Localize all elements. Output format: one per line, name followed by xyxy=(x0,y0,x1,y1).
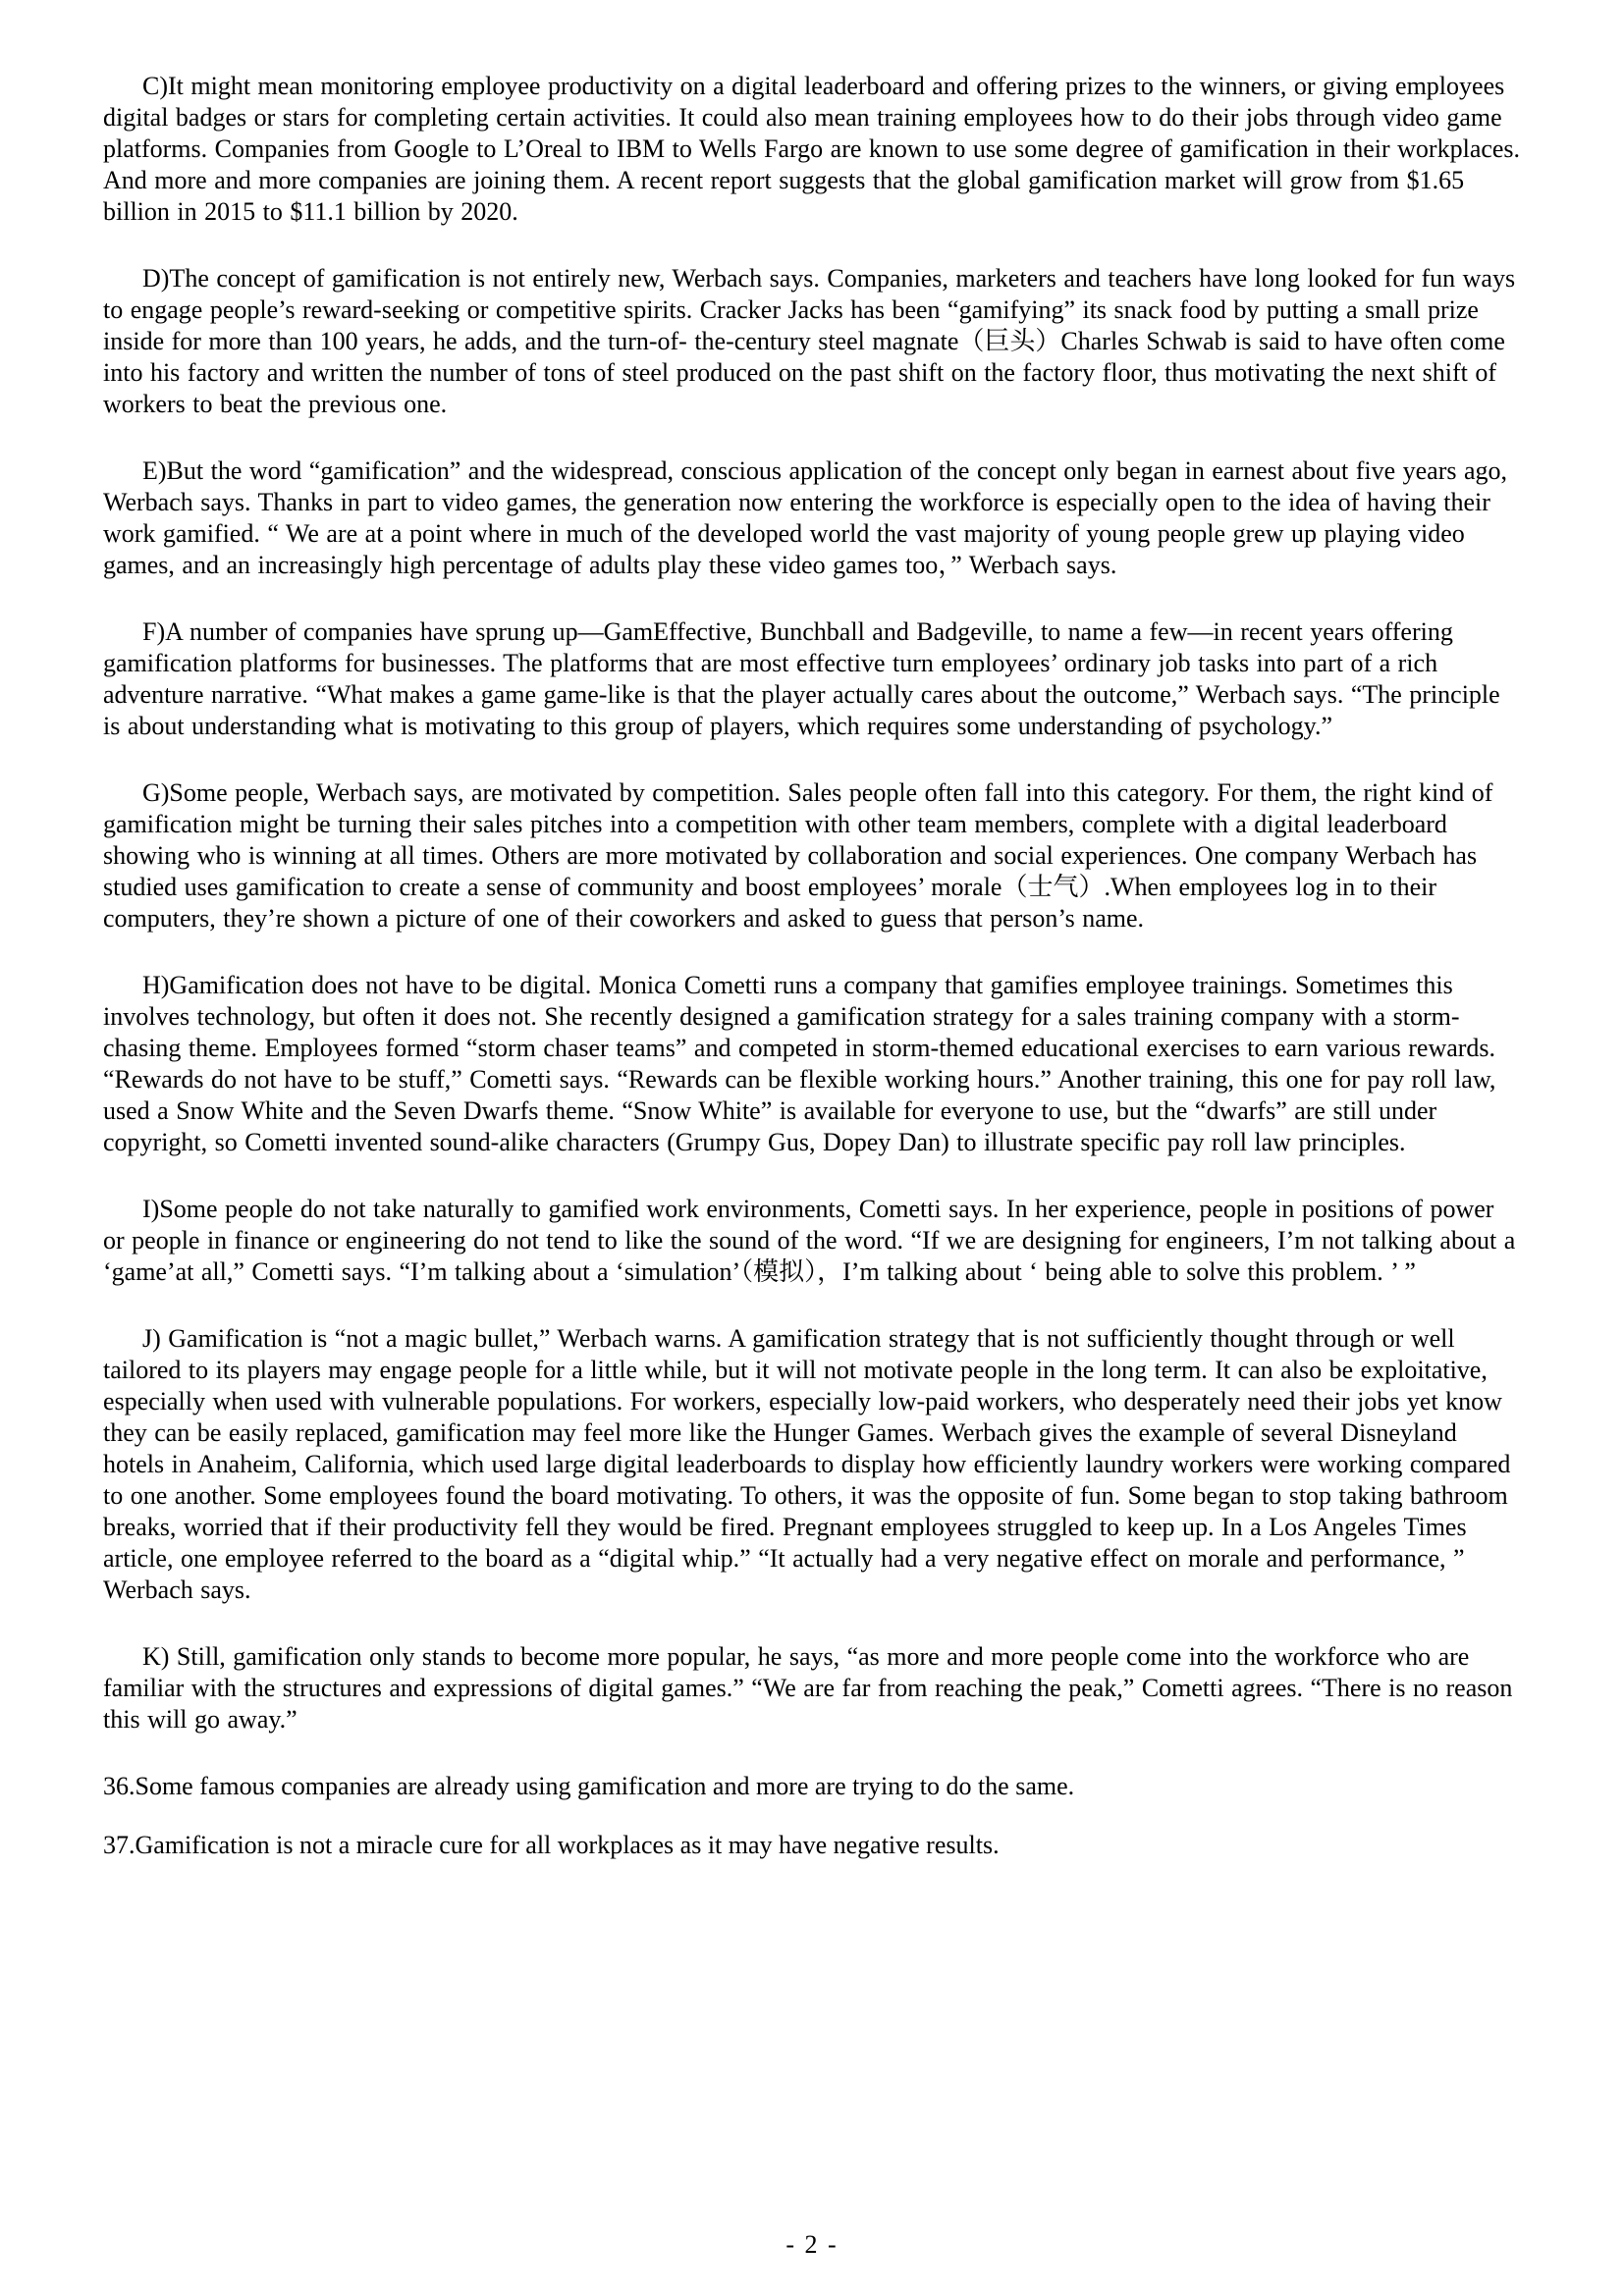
passage-paragraph-i: I)Some people do not take naturally to gamified work environments, Cometti says. In her experience, people in positions of power or people in finance or engineering do not tend to like the sound of the word. “If we are designing for engineers, I’m not talking about a ‘game’at all,” Cometti says. “I’m talking about a ‘simulation’（模拟），I’m talking about ‘ being able to solve this problem. ’ ” xyxy=(103,1195,1516,1286)
statement-36: 36.Some famous companies are already using gamification and more are trying to do the same. xyxy=(103,1772,1075,1800)
passage-paragraph-e: E)But the word “gamification” and the widespread, conscious application of the concept only began in earnest about five years ago, Werbach says. Thanks in part to video games, the generation now entering the workforce is especially open to the idea of having their work gamified. “ We are at a point where in much of the developed world the vast majority of young people grew up playing video games, and an increasingly high percentage of adults play these video games too，” Werbach says. xyxy=(103,456,1508,579)
passage-paragraph-h: H)Gamification does not have to be digital. Monica Cometti runs a company that gamifies employee trainings. Sometimes this involves technology, but often it does not. She recently designed a gamification strategy for a sales training company with a storm-chasing theme. Employees formed “storm chaser teams” and competed in storm-themed educational exercises to earn various rewards. “Rewards do not have to be stuff,” Cometti says. “Rewards can be flexible working hours.” Another training, this one for pay roll law, used a Snow White and the Seven Dwarfs theme. “Snow White” is available for everyone to use, but the “dwarfs” are still under copyright, so Cometti invented sound-alike characters (Grumpy Gus, Dopey Dan) to illustrate specific pay roll law principles. xyxy=(103,971,1496,1156)
passage-paragraph-d: D)The concept of gamification is not entirely new, Werbach says. Companies, marketers and teachers have long looked for fun ways to engage people’s reward-seeking or competitive spirits. Cracker Jacks has been “gamifying” its snack food by putting a small prize inside for more than 100 years, he adds, and the turn-of- the-century steel magnate（巨头）Charles Schwab is said to have often come into his factory and written the number of tons of steel produced on the past shift on the factory floor, thus motivating the next shift of workers to beat the previous one. xyxy=(103,264,1516,418)
passage-paragraph-g: G)Some people, Werbach says, are motivated by competition. Sales people often fall into this category. For them, the right kind of gamification might be turning their sales pitches into a competition with other team members, complete with a digital leaderboard showing who is winning at all times. Others are more motivated by collaboration and social experiences. One company Werbach has studied uses gamification to create a sense of community and boost employees’ morale（士气）.When employees log in to their computers, they’re shown a picture of one of their coworkers and asked to guess that person’s name. xyxy=(103,778,1493,933)
passage-paragraph-k: K) Still, gamification only stands to become more popular, he says, “as more and more people come into the workforce who are familiar with the structures and expressions of digital games.” “We are far from reaching the peak,” Cometti agrees. “There is no reason this will go away.” xyxy=(103,1642,1513,1734)
statement-37: 37.Gamification is not a miracle cure for all workplaces as it may have negative results. xyxy=(103,1831,1000,1859)
passage-paragraph-c: C)It might mean monitoring employee productivity on a digital leaderboard and offering prizes to the winners, or giving employees digital badges or stars for completing certain activities. It could also mean training employees how to do their jobs through video game platforms. Companies from Google to L’Oreal to IBM to Wells Fargo are known to use some degree of gamification in their workplaces. And more and more companies are joining them. A recent report suggests that the global gamification market will grow from $1.65 billion in 2015 to $11.1 billion by 2020. xyxy=(103,72,1521,226)
page-number: - 2 - xyxy=(785,2230,839,2259)
passage-paragraph-f: F)A number of companies have sprung up—GamEffective, Bunchball and Badgeville, to name a few—in recent years offering gamification platforms for businesses. The platforms that are most effective turn employees’ ordinary job tasks into part of a rich adventure narrative. “What makes a game game-like is that the player actually cares about the outcome,” Werbach says. “The principle is about understanding what is motivating to this group of players, which requires some understanding of psychology.” xyxy=(103,617,1500,740)
passage-paragraph-j: J) Gamification is “not a magic bullet,” Werbach warns. A gamification strategy that is not sufficiently thought through or well tailored to its players may engage people for a little while, but it will not motivate people in the long term. It can also be exploitative, especially when used with vulnerable populations. For workers, especially low-paid workers, who desperately need their jobs yet know they can be easily replaced, gamification may feel more like the Hunger Games. Werbach gives the example of several Disneyland hotels in Anaheim, California, which used large digital leaderboards to display how efficiently laundry workers were working compared to one another. Some employees found the board motivating. To others, it was the opposite of fun. Some began to stop taking bathroom breaks, worried that if their productivity fell they would be fired. Pregnant employees struggled to keep up. In a Los Angeles Times article, one employee referred to the board as a “digital whip.” “It actually had a very negative effect on morale and performance, ” Werbach says. xyxy=(103,1324,1511,1604)
matching-statements xyxy=(103,1771,1522,1861)
